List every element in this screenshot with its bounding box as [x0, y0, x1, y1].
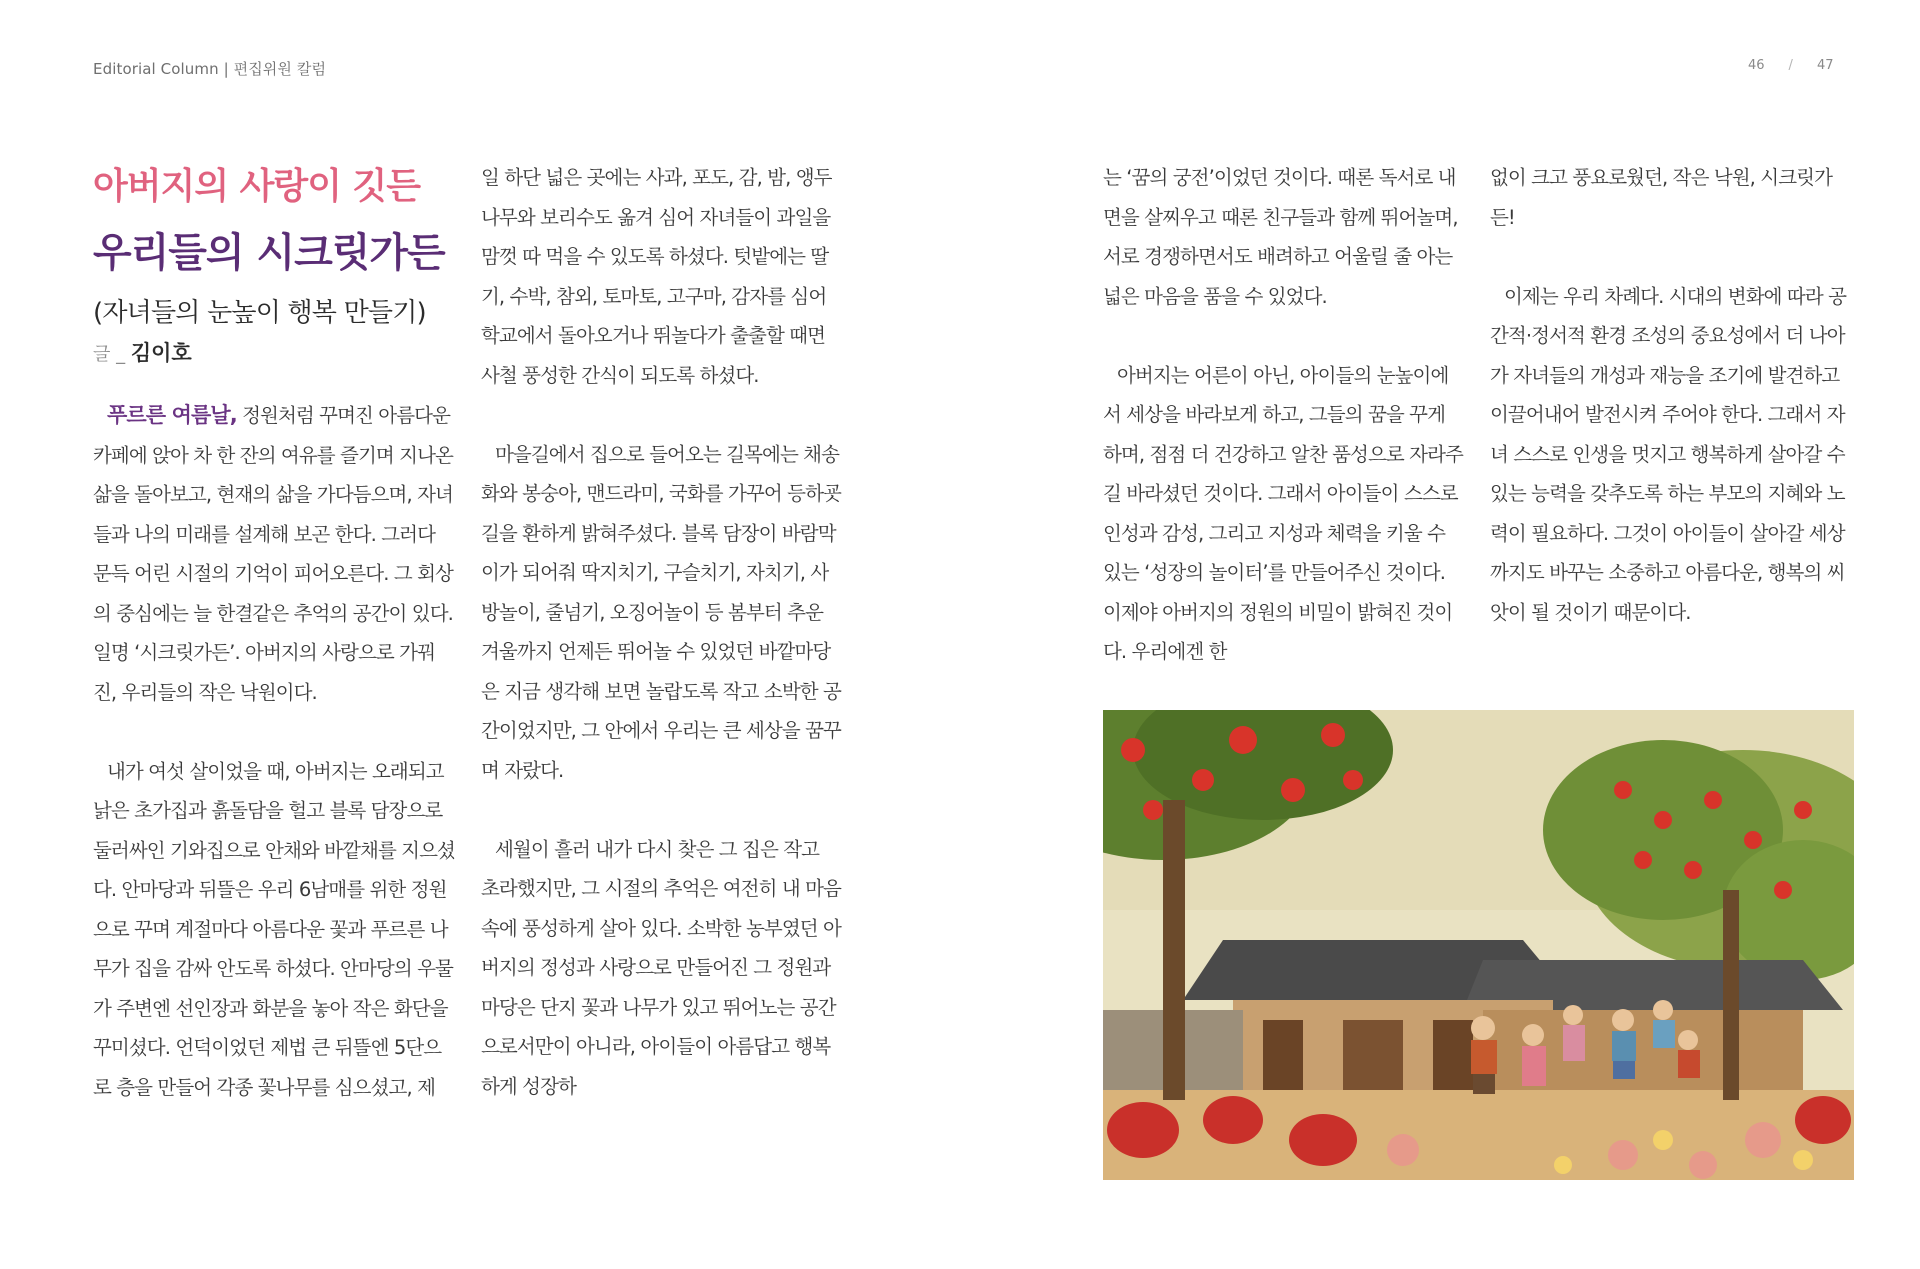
painted-illustration-icon: [1103, 710, 1854, 1180]
paragraph-text: 정원처럼 꾸며진 아름다운 카페에 앉아 차 한 잔의 여유를 즐기며 지나온 삶을 돌아보고, 현재의 삶을 가다듬으며, 자녀들과 나의 미래를 설계해 보곤 한다. 그러다 문득 어린 시절의 기억이 피어오른다. 그 회상의 중심에는 늘 한결같은 추억의 공간이 있다. 일명 ‘시크릿가든’. 아버지의 사랑으로 가꿔진, 우리들의 작은 낙원이다.: [93, 404, 453, 704]
page-header-section-label: Editorial Column | 편집위원 칼럼: [93, 60, 327, 78]
byline-prefix: 글 _: [93, 344, 131, 365]
paragraph: [93, 396, 456, 712]
article-column-3: [1103, 158, 1465, 672]
paragraph: 마을길에서 집으로 들어오는 길목에는 채송화와 봉숭아, 맨드라미, 국화를 가꾸어 등하굣길을 환하게 밝혀주셨다. 블록 담장이 바람막이가 되어줘 딱지치기, 구슬치기, 자치기, 사방놀이, 줄넘기, 오징어놀이 등 봄부터 추운 겨울까지 언제든 뛰어놀 수 있었던 바깥마당은 지금 생각해 보면 놀랍도록 작고 소박한 공간이었지만, 그 안에서 우리는 큰 세상을 꿈꾸며 자랐다.: [481, 442, 841, 782]
page-number-left: 46: [1748, 58, 1765, 73]
title-line-1: 아버지의 사랑이 깃든: [93, 166, 421, 207]
page-number-right: 47: [1816, 58, 1834, 73]
paragraph: 는 ‘꿈의 궁전’이었던 것이다. 때론 독서로 내면을 살찌우고 때론 친구들과 함께 뛰어놀며, 서로 경쟁하면서도 배려하고 어울릴 줄 아는 넓은 마음을 품을 수 있었다.: [1103, 166, 1458, 308]
page-number-separator: /: [1788, 58, 1793, 73]
paragraph: 일 하단 넓은 곳에는 사과, 포도, 감, 밤, 앵두나무와 보리수도 옮겨 심어 자녀들이 과일을 맘껏 따 먹을 수 있도록 하셨다. 텃밭에는 딸기, 수박, 참외, 토마토, 고구마, 감자를 심어 학교에서 돌아오거나 뛰놀다가 출출할 때면 사철 풍성한 간식이 되도록 하셨다.: [481, 166, 832, 387]
page-numbers: [1748, 58, 1833, 73]
garden-illustration: [1103, 710, 1854, 1180]
article-column-2: [481, 158, 841, 1106]
byline: [93, 337, 192, 367]
title-line-2: 우리들의 시크릿가든: [93, 230, 445, 276]
paragraph: 아버지는 어른이 아닌, 아이들의 눈높이에서 세상을 바라보게 하고, 그들의 꿈을 꾸게 하며, 점점 더 건강하고 알찬 품성으로 자라주길 바라셨던 것이다. 그래서 아이들이 스스로 인성과 감성, 그리고 지성과 체력을 키울 수 있는 ‘성장의 놀이터’를 만들어주신 것이다. 이제야 아버지의 정원의 비밀이 밝혀진 것이다. 우리에겐 한: [1103, 363, 1463, 663]
article-column-1: [93, 396, 456, 1107]
paragraph: 없이 크고 풍요로웠던, 작은 낙원, 시크릿가든!: [1490, 166, 1833, 229]
paragraph: 내가 여섯 살이었을 때, 아버지는 오래되고 낡은 초가집과 흙돌담을 헐고 블록 담장으로 둘러싸인 기와집으로 안채와 바깥채를 지으셨다. 안마당과 뒤뜰은 우리 6남매를 위한 정원으로 꾸며 계절마다 아름다운 꽃과 푸르른 나무가 집을 감싸 안도록 하셨다. 안마당의 우물가 주변엔 선인장과 화분을 놓아 작은 화단을 꾸미셨다. 언덕이었던 제법 큰 뒤뜰엔 5단으로 층을 만들어 각종 꽃나무를 심으셨고, 제: [93, 759, 455, 1099]
paragraph: 세월이 흘러 내가 다시 찾은 그 집은 작고 초라했지만, 그 시절의 추억은 여전히 내 마음속에 풍성하게 살아 있다. 소박한 농부였던 아버지의 정성과 사랑으로 만들어진 그 정원과 마당은 단지 꽃과 나무가 있고 뛰어노는 공간으로서만이 아니라, 아이들이 아름답고 행복하게 성장하: [481, 837, 841, 1098]
byline-author: 김이호: [130, 341, 192, 365]
title-subtitle: (자녀들의 눈높이 행복 만들기): [93, 298, 426, 328]
lead-phrase: 푸르른 여름날,: [107, 403, 237, 427]
article-title-block: [93, 158, 463, 329]
article-column-4: [1490, 158, 1855, 632]
paragraph: 이제는 우리 차례다. 시대의 변화에 따라 공간적·정서적 환경 조성의 중요성에서 더 나아가 자녀들의 개성과 재능을 조기에 발견하고 이끌어내어 발전시켜 주어야 한다. 그래서 자녀 스스로 인생을 멋지고 행복하게 살아갈 수 있는 능력을 갖추도록 하는 부모의 지혜와 노력이 필요하다. 그것이 아이들이 살아갈 세상까지도 바꾸는 소중하고 아름다운, 행복의 씨앗이 될 것이기 때문이다.: [1490, 284, 1847, 624]
